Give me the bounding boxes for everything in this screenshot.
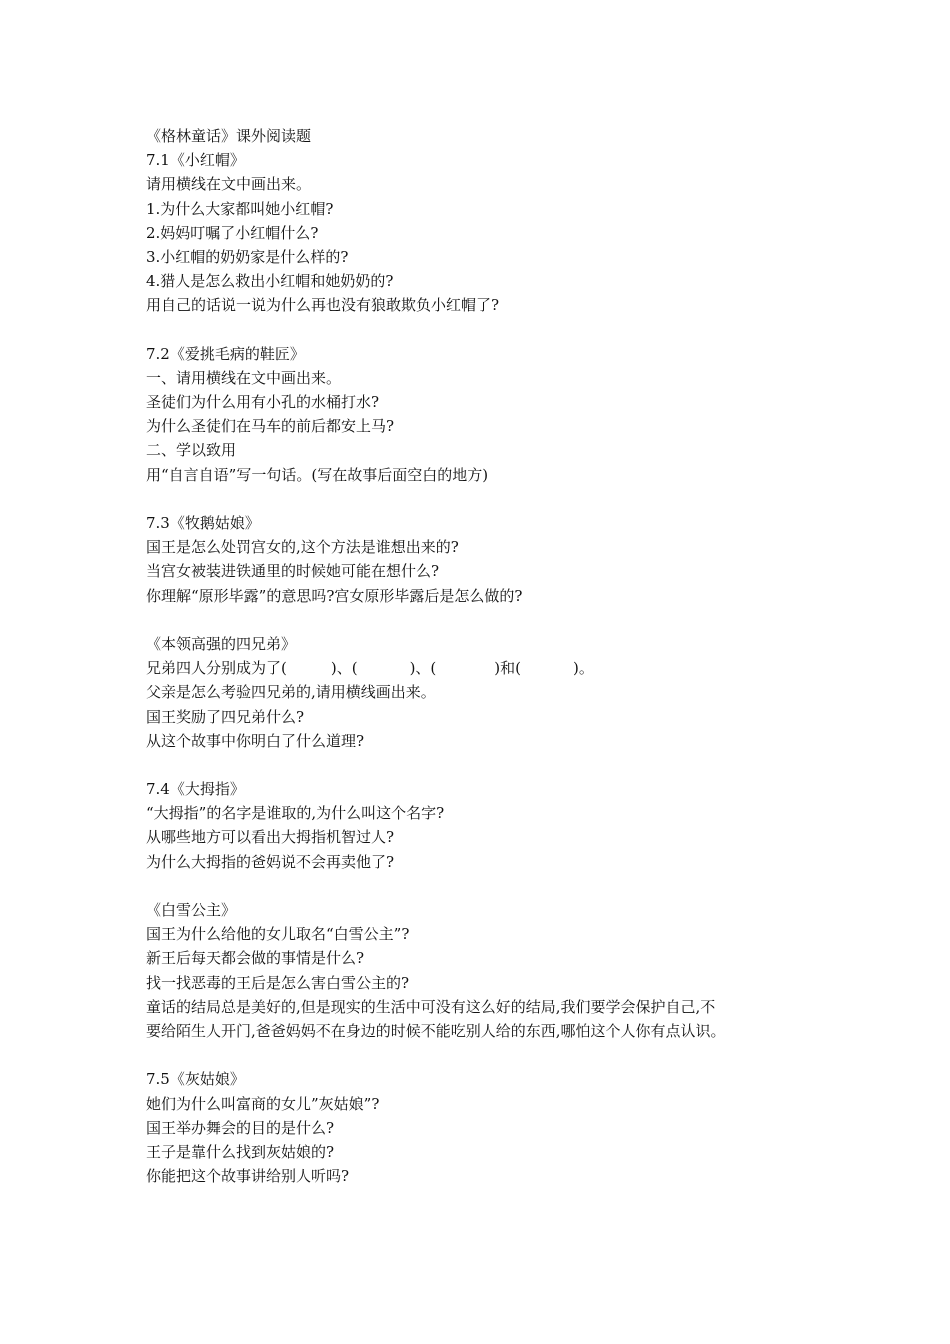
section-heading-7-2: 7.2《爱挑毛病的鞋匠》 [146, 344, 305, 363]
question-line: 国王举办舞会的目的是什么? [146, 1118, 335, 1137]
question-line: 1.为什么大家都叫她小红帽? [146, 199, 334, 218]
question-line: 2.妈妈叮嘱了小红帽什么? [146, 223, 319, 242]
section-heading-7-4: 7.4《大拇指》 [146, 780, 245, 799]
section-heading-7-5: 7.5《灰姑娘》 [146, 1070, 245, 1089]
section-heading-7-1: 7.1《小红帽》 [146, 151, 245, 170]
question-line: 3.小红帽的奶奶家是什么样的? [146, 247, 349, 266]
document-title: 《格林童话》课外阅读题 [146, 127, 312, 145]
question-line: “大拇指”的名字是谁取的,为什么叫这个名字? [146, 804, 445, 823]
question-line: 用自己的话说一说为什么再也没有狼敢欺负小红帽了? [146, 296, 500, 315]
section-heading-four-brothers: 《本领高强的四兄弟》 [146, 634, 297, 653]
fill-text: )。 [573, 659, 594, 678]
paragraph-line: 要给陌生人开门,爸爸妈妈不在身边的时候不能吃别人给的东西,哪怕这个人你有点认识。 [146, 1021, 726, 1040]
question-line: 为什么圣徒们在马车的前后都安上马? [146, 417, 395, 436]
question-line: 国王为什么给他的女儿取名“白雪公主”? [146, 925, 410, 944]
fill-text: 兄弟四人分别成为了( [146, 659, 287, 678]
question-line: 找一找恶毒的王后是怎么害白雪公主的? [146, 973, 410, 992]
question-line: 从哪些地方可以看出大拇指机智过人? [146, 828, 395, 847]
question-line: 国王是怎么处罚宫女的,这个方法是谁想出来的? [146, 538, 459, 557]
fill-text: )、( [409, 659, 437, 678]
blank-line [146, 874, 818, 898]
question-line: 她们为什么叫富商的女儿”灰姑娘”? [146, 1094, 380, 1113]
fill-text: )和( [494, 659, 522, 678]
section-heading-snow-white: 《白雪公主》 [146, 901, 237, 919]
blank-line [146, 318, 818, 342]
question-line: 新王后每天都会做的事情是什么? [146, 949, 365, 968]
question-line: 4.猎人是怎么救出小红帽和她奶奶的? [146, 272, 394, 291]
question-line: 国王奖励了四兄弟什么? [146, 707, 305, 726]
subheading-line: 二、学以致用 [146, 441, 237, 460]
instruction-line: 请用横线在文中画出来。 [146, 175, 312, 194]
fill-text: )、( [330, 659, 358, 678]
section-heading-7-3: 7.3《牧鹅姑娘》 [146, 514, 260, 532]
question-line: 你理解“原形毕露”的意思吗?宫女原形毕露后是怎么做的? [146, 586, 523, 605]
question-line: 王子是靠什么找到灰姑娘的? [146, 1142, 335, 1161]
question-line: 圣徒们为什么用有小孔的水桶打水? [146, 393, 380, 412]
paragraph-line: 童话的结局总是美好的,但是现实的生活中可没有这么好的结局,我们要学会保护自己,不 [146, 997, 716, 1016]
question-line: 当宫女被装进铁通里的时候她可能在想什么? [146, 562, 440, 581]
question-line: 从这个故事中你明白了什么道理? [146, 731, 365, 750]
blank-line [146, 608, 818, 632]
question-line: 用“自言自语”写一句话。(写在故事后面空白的地方) [146, 465, 489, 484]
question-line: 你能把这个故事讲给别人听吗? [146, 1167, 350, 1186]
blank-line [146, 1043, 818, 1067]
blank-line [146, 487, 818, 511]
document-body [146, 124, 818, 1188]
blank-line [146, 753, 818, 777]
question-line: 父亲是怎么考验四兄弟的,请用横线画出来。 [146, 683, 436, 702]
question-line: 为什么大拇指的爸妈说不会再卖他了? [146, 852, 395, 871]
fill-in-blank-line [146, 656, 818, 680]
instruction-line: 一、请用横线在文中画出来。 [146, 368, 342, 387]
